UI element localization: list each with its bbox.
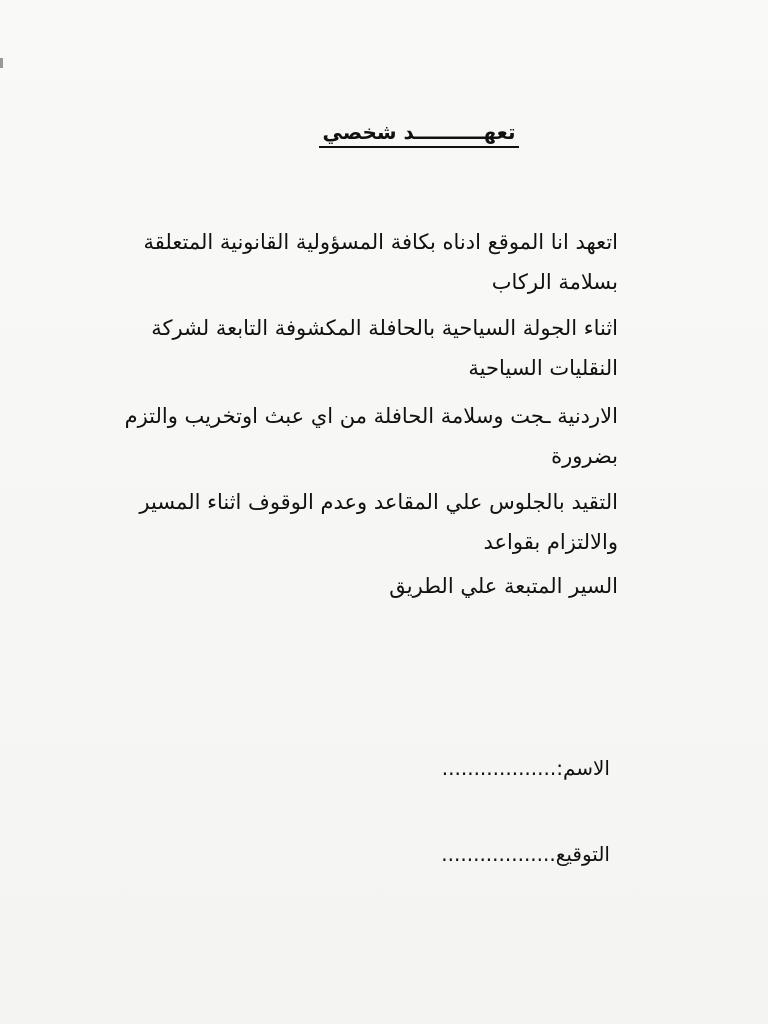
paragraph-3: الاردنية ـجت وسلامة الحافلة من اي عبث اوتخريب والتزم بضرورة	[124, 404, 618, 468]
name-dots: ..................	[441, 756, 557, 780]
document-title	[0, 120, 768, 148]
name-label: الاسم:	[556, 756, 610, 780]
paragraph-1: اتعهد انا الموقع ادناه بكافة المسؤولية القانونية المتعلقة بسلامة الركاب	[143, 230, 618, 294]
paragraph-2: اثناء الجولة السياحية بالحافلة المكشوفة التابعة لشركة النقليات السياحية	[151, 316, 618, 380]
paragraph-4: التقيد بالجلوس علي المقاعد وعدم الوقوف اثناء المسير والالتزام بقواعد	[139, 490, 618, 554]
title-text: تعهــــــــــد شخصي	[319, 120, 520, 148]
signature-label: التوقيع	[555, 842, 610, 866]
paragraph-5: السير المتبعة علي الطريق	[389, 574, 618, 598]
name-field	[442, 756, 610, 780]
signature-field	[441, 842, 610, 866]
signature-dots: ..................	[441, 842, 556, 866]
scan-edge-mark	[0, 58, 3, 68]
